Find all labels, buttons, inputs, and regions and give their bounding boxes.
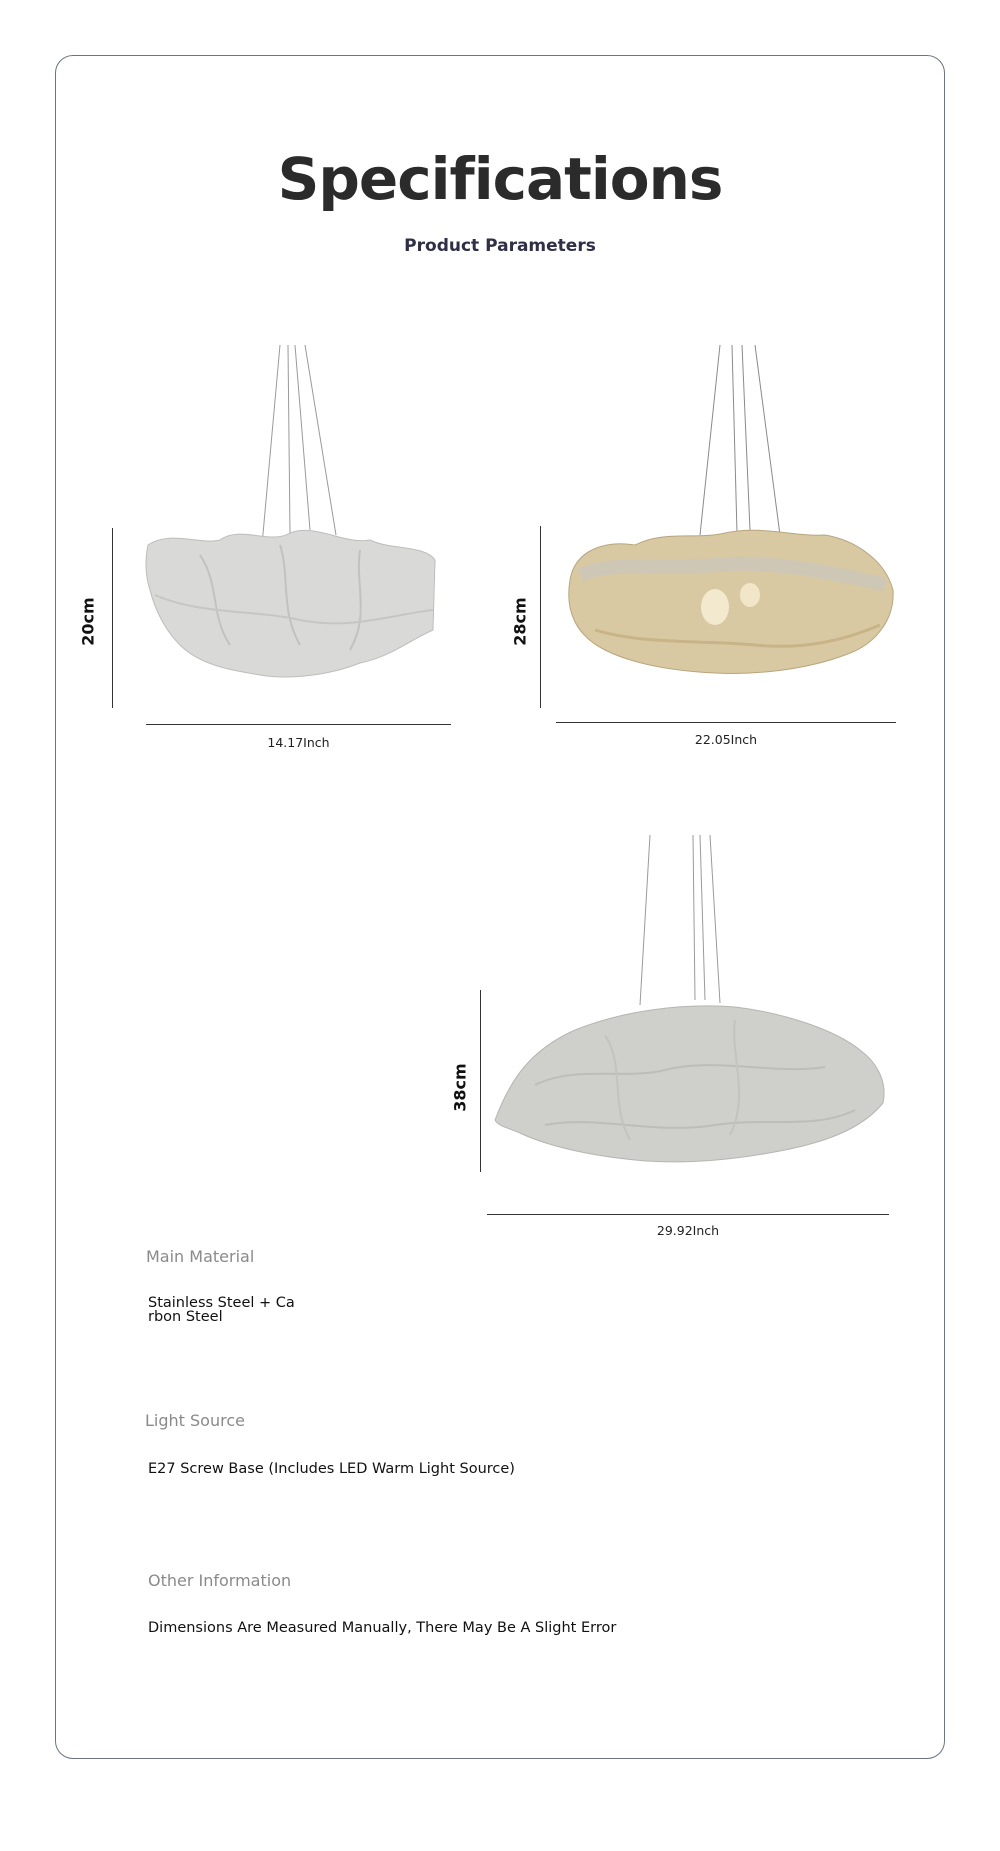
height-label-large: 38cm bbox=[450, 1063, 470, 1112]
height-line-medium bbox=[540, 526, 541, 708]
lamp-image-large bbox=[485, 835, 890, 1195]
width-line-small bbox=[146, 724, 451, 725]
spec-value-material bbox=[148, 1296, 295, 1324]
height-label-medium: 28cm bbox=[510, 597, 530, 646]
height-line-small bbox=[112, 528, 113, 708]
width-label-large: 29.92Inch bbox=[656, 1223, 720, 1238]
spec-label-other: Other Information bbox=[148, 1571, 292, 1590]
spec-value-material-line1: Stainless Steel + Ca bbox=[148, 1295, 295, 1311]
spec-label-material: Main Material bbox=[146, 1247, 255, 1266]
lamp-image-small bbox=[140, 345, 440, 705]
width-line-large bbox=[487, 1214, 889, 1215]
width-label-medium: 22.05Inch bbox=[694, 732, 758, 747]
page-subtitle: Product Parameters bbox=[404, 236, 596, 256]
page-title: Specifications bbox=[277, 145, 723, 213]
spec-value-other: Dimensions Are Measured Manually, There May Be A Slight Error bbox=[148, 1620, 617, 1636]
width-line-medium bbox=[556, 722, 896, 723]
spec-label-light: Light Source bbox=[145, 1411, 245, 1430]
width-label-small: 14.17Inch bbox=[267, 735, 330, 750]
height-line-large bbox=[480, 990, 481, 1172]
spec-value-light: E27 Screw Base (Includes LED Warm Light Source) bbox=[148, 1461, 515, 1477]
lamp-image-medium bbox=[555, 345, 895, 705]
height-label-small: 20cm bbox=[78, 597, 98, 646]
spec-value-material-line2: rbon Steel bbox=[148, 1309, 223, 1325]
